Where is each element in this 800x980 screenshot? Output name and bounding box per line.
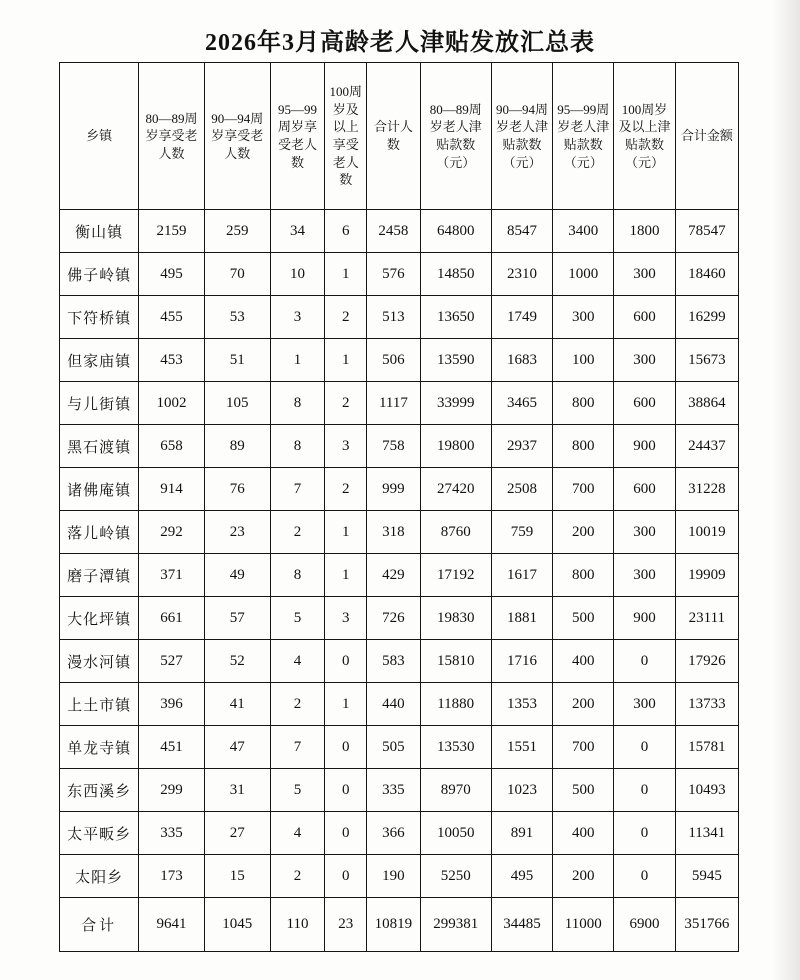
value-cell: 0 bbox=[325, 812, 367, 855]
value-cell: 1881 bbox=[491, 597, 552, 640]
value-cell: 15673 bbox=[675, 339, 738, 382]
value-cell: 8547 bbox=[491, 210, 552, 253]
table-row bbox=[60, 812, 739, 855]
value-cell: 31 bbox=[204, 769, 270, 812]
column-header: 90—94周岁老人津贴款数（元） bbox=[491, 63, 552, 210]
value-cell: 2458 bbox=[367, 210, 420, 253]
value-cell: 800 bbox=[553, 425, 614, 468]
value-cell: 1551 bbox=[491, 726, 552, 769]
value-cell: 89 bbox=[204, 425, 270, 468]
value-cell: 1 bbox=[325, 339, 367, 382]
value-cell: 495 bbox=[139, 253, 204, 296]
value-cell: 5945 bbox=[675, 855, 738, 898]
column-header: 95—99周岁老人津贴款数（元） bbox=[553, 63, 614, 210]
column-header: 合计人数 bbox=[367, 63, 420, 210]
page-title: 2026年3月高龄老人津贴发放汇总表 bbox=[205, 30, 595, 56]
value-cell: 259 bbox=[204, 210, 270, 253]
township-name-cell: 落儿岭镇 bbox=[60, 511, 139, 554]
value-cell: 300 bbox=[614, 339, 675, 382]
value-cell: 495 bbox=[491, 855, 552, 898]
value-cell: 47 bbox=[204, 726, 270, 769]
value-cell: 505 bbox=[367, 726, 420, 769]
value-cell: 800 bbox=[553, 554, 614, 597]
value-cell: 4 bbox=[270, 812, 324, 855]
value-cell: 1749 bbox=[491, 296, 552, 339]
value-cell: 0 bbox=[614, 769, 675, 812]
total-value-cell: 34485 bbox=[491, 898, 552, 952]
value-cell: 1002 bbox=[139, 382, 204, 425]
value-cell: 8 bbox=[270, 425, 324, 468]
value-cell: 23 bbox=[204, 511, 270, 554]
value-cell: 38864 bbox=[675, 382, 738, 425]
value-cell: 34 bbox=[270, 210, 324, 253]
value-cell: 18460 bbox=[675, 253, 738, 296]
value-cell: 53 bbox=[204, 296, 270, 339]
value-cell: 200 bbox=[553, 855, 614, 898]
value-cell: 1117 bbox=[367, 382, 420, 425]
total-row bbox=[60, 898, 739, 952]
value-cell: 13530 bbox=[420, 726, 491, 769]
value-cell: 15781 bbox=[675, 726, 738, 769]
total-value-cell: 6900 bbox=[614, 898, 675, 952]
total-label-cell: 合计 bbox=[60, 898, 139, 952]
township-name-cell: 佛子岭镇 bbox=[60, 253, 139, 296]
value-cell: 8 bbox=[270, 382, 324, 425]
value-cell: 1 bbox=[325, 253, 367, 296]
value-cell: 2 bbox=[270, 511, 324, 554]
value-cell: 0 bbox=[614, 812, 675, 855]
value-cell: 3 bbox=[325, 425, 367, 468]
value-cell: 700 bbox=[553, 468, 614, 511]
value-cell: 1800 bbox=[614, 210, 675, 253]
value-cell: 299 bbox=[139, 769, 204, 812]
value-cell: 2 bbox=[325, 296, 367, 339]
table-row bbox=[60, 597, 739, 640]
township-name-cell: 但家庙镇 bbox=[60, 339, 139, 382]
value-cell: 13590 bbox=[420, 339, 491, 382]
value-cell: 0 bbox=[325, 769, 367, 812]
value-cell: 758 bbox=[367, 425, 420, 468]
header-row bbox=[60, 63, 739, 210]
township-name-cell: 诸佛庵镇 bbox=[60, 468, 139, 511]
value-cell: 14850 bbox=[420, 253, 491, 296]
value-cell: 1617 bbox=[491, 554, 552, 597]
value-cell: 0 bbox=[325, 855, 367, 898]
value-cell: 1353 bbox=[491, 683, 552, 726]
value-cell: 1023 bbox=[491, 769, 552, 812]
value-cell: 576 bbox=[367, 253, 420, 296]
total-value-cell: 11000 bbox=[553, 898, 614, 952]
township-name-cell: 衡山镇 bbox=[60, 210, 139, 253]
value-cell: 3465 bbox=[491, 382, 552, 425]
table-row bbox=[60, 468, 739, 511]
value-cell: 800 bbox=[553, 382, 614, 425]
value-cell: 0 bbox=[614, 855, 675, 898]
value-cell: 2 bbox=[270, 855, 324, 898]
value-cell: 914 bbox=[139, 468, 204, 511]
value-cell: 2508 bbox=[491, 468, 552, 511]
value-cell: 300 bbox=[614, 683, 675, 726]
township-name-cell: 太平畈乡 bbox=[60, 812, 139, 855]
value-cell: 57 bbox=[204, 597, 270, 640]
value-cell: 900 bbox=[614, 425, 675, 468]
value-cell: 600 bbox=[614, 382, 675, 425]
value-cell: 8 bbox=[270, 554, 324, 597]
value-cell: 335 bbox=[367, 769, 420, 812]
value-cell: 300 bbox=[614, 511, 675, 554]
value-cell: 3400 bbox=[553, 210, 614, 253]
table-header bbox=[60, 63, 739, 210]
column-header: 100周岁及以上津贴款数（元） bbox=[614, 63, 675, 210]
value-cell: 2310 bbox=[491, 253, 552, 296]
township-name-cell: 与儿街镇 bbox=[60, 382, 139, 425]
value-cell: 200 bbox=[553, 683, 614, 726]
value-cell: 51 bbox=[204, 339, 270, 382]
township-name-cell: 磨子潭镇 bbox=[60, 554, 139, 597]
value-cell: 64800 bbox=[420, 210, 491, 253]
value-cell: 190 bbox=[367, 855, 420, 898]
value-cell: 27 bbox=[204, 812, 270, 855]
value-cell: 23111 bbox=[675, 597, 738, 640]
table-row bbox=[60, 855, 739, 898]
value-cell: 500 bbox=[553, 769, 614, 812]
column-header: 合计金额 bbox=[675, 63, 738, 210]
value-cell: 76 bbox=[204, 468, 270, 511]
value-cell: 13650 bbox=[420, 296, 491, 339]
value-cell: 2937 bbox=[491, 425, 552, 468]
subsidy-summary-table bbox=[59, 62, 739, 952]
value-cell: 41 bbox=[204, 683, 270, 726]
value-cell: 371 bbox=[139, 554, 204, 597]
value-cell: 19830 bbox=[420, 597, 491, 640]
value-cell: 0 bbox=[614, 726, 675, 769]
value-cell: 658 bbox=[139, 425, 204, 468]
value-cell: 999 bbox=[367, 468, 420, 511]
value-cell: 10019 bbox=[675, 511, 738, 554]
value-cell: 13733 bbox=[675, 683, 738, 726]
township-name-cell: 漫水河镇 bbox=[60, 640, 139, 683]
value-cell: 335 bbox=[139, 812, 204, 855]
table-row bbox=[60, 640, 739, 683]
table-row bbox=[60, 339, 739, 382]
value-cell: 100 bbox=[553, 339, 614, 382]
value-cell: 10 bbox=[270, 253, 324, 296]
column-header: 90—94周岁享受老人数 bbox=[204, 63, 270, 210]
table-footer bbox=[60, 898, 739, 952]
value-cell: 27420 bbox=[420, 468, 491, 511]
value-cell: 700 bbox=[553, 726, 614, 769]
value-cell: 7 bbox=[270, 726, 324, 769]
value-cell: 300 bbox=[553, 296, 614, 339]
township-name-cell: 下符桥镇 bbox=[60, 296, 139, 339]
value-cell: 600 bbox=[614, 468, 675, 511]
value-cell: 453 bbox=[139, 339, 204, 382]
value-cell: 17926 bbox=[675, 640, 738, 683]
column-header: 100周岁及以上享受老人数 bbox=[325, 63, 367, 210]
value-cell: 400 bbox=[553, 640, 614, 683]
column-header: 80—89周岁享受老人数 bbox=[139, 63, 204, 210]
value-cell: 4 bbox=[270, 640, 324, 683]
value-cell: 1 bbox=[325, 554, 367, 597]
value-cell: 759 bbox=[491, 511, 552, 554]
value-cell: 400 bbox=[553, 812, 614, 855]
value-cell: 440 bbox=[367, 683, 420, 726]
value-cell: 726 bbox=[367, 597, 420, 640]
value-cell: 19909 bbox=[675, 554, 738, 597]
value-cell: 52 bbox=[204, 640, 270, 683]
value-cell: 900 bbox=[614, 597, 675, 640]
value-cell: 455 bbox=[139, 296, 204, 339]
township-name-cell: 黑石渡镇 bbox=[60, 425, 139, 468]
value-cell: 10050 bbox=[420, 812, 491, 855]
value-cell: 2 bbox=[325, 382, 367, 425]
value-cell: 8970 bbox=[420, 769, 491, 812]
value-cell: 49 bbox=[204, 554, 270, 597]
column-header: 乡镇 bbox=[60, 63, 139, 210]
total-value-cell: 351766 bbox=[675, 898, 738, 952]
table-row bbox=[60, 253, 739, 296]
value-cell: 366 bbox=[367, 812, 420, 855]
table-row bbox=[60, 296, 739, 339]
value-cell: 3 bbox=[325, 597, 367, 640]
column-header: 95—99周岁享受老人数 bbox=[270, 63, 324, 210]
value-cell: 1 bbox=[325, 511, 367, 554]
township-name-cell: 东西溪乡 bbox=[60, 769, 139, 812]
table-row bbox=[60, 683, 739, 726]
total-value-cell: 23 bbox=[325, 898, 367, 952]
value-cell: 7 bbox=[270, 468, 324, 511]
township-name-cell: 大化坪镇 bbox=[60, 597, 139, 640]
total-value-cell: 110 bbox=[270, 898, 324, 952]
value-cell: 318 bbox=[367, 511, 420, 554]
value-cell: 200 bbox=[553, 511, 614, 554]
value-cell: 105 bbox=[204, 382, 270, 425]
value-cell: 70 bbox=[204, 253, 270, 296]
value-cell: 5 bbox=[270, 769, 324, 812]
value-cell: 15810 bbox=[420, 640, 491, 683]
value-cell: 396 bbox=[139, 683, 204, 726]
value-cell: 1716 bbox=[491, 640, 552, 683]
value-cell: 292 bbox=[139, 511, 204, 554]
value-cell: 2159 bbox=[139, 210, 204, 253]
table-row bbox=[60, 554, 739, 597]
value-cell: 11880 bbox=[420, 683, 491, 726]
value-cell: 451 bbox=[139, 726, 204, 769]
value-cell: 429 bbox=[367, 554, 420, 597]
value-cell: 0 bbox=[325, 726, 367, 769]
table-body bbox=[60, 210, 739, 898]
value-cell: 10493 bbox=[675, 769, 738, 812]
township-name-cell: 太阳乡 bbox=[60, 855, 139, 898]
value-cell: 3 bbox=[270, 296, 324, 339]
table-row bbox=[60, 382, 739, 425]
township-name-cell: 上土市镇 bbox=[60, 683, 139, 726]
value-cell: 0 bbox=[614, 640, 675, 683]
value-cell: 1683 bbox=[491, 339, 552, 382]
table-row bbox=[60, 511, 739, 554]
township-name-cell: 单龙寺镇 bbox=[60, 726, 139, 769]
table-row bbox=[60, 425, 739, 468]
value-cell: 11341 bbox=[675, 812, 738, 855]
value-cell: 661 bbox=[139, 597, 204, 640]
value-cell: 891 bbox=[491, 812, 552, 855]
value-cell: 527 bbox=[139, 640, 204, 683]
value-cell: 6 bbox=[325, 210, 367, 253]
value-cell: 5250 bbox=[420, 855, 491, 898]
table-row bbox=[60, 210, 739, 253]
table-row bbox=[60, 769, 739, 812]
value-cell: 583 bbox=[367, 640, 420, 683]
value-cell: 19800 bbox=[420, 425, 491, 468]
value-cell: 2 bbox=[270, 683, 324, 726]
value-cell: 17192 bbox=[420, 554, 491, 597]
value-cell: 31228 bbox=[675, 468, 738, 511]
value-cell: 0 bbox=[325, 640, 367, 683]
value-cell: 1000 bbox=[553, 253, 614, 296]
total-value-cell: 9641 bbox=[139, 898, 204, 952]
table-row bbox=[60, 726, 739, 769]
value-cell: 600 bbox=[614, 296, 675, 339]
total-value-cell: 10819 bbox=[367, 898, 420, 952]
value-cell: 173 bbox=[139, 855, 204, 898]
value-cell: 513 bbox=[367, 296, 420, 339]
total-value-cell: 1045 bbox=[204, 898, 270, 952]
value-cell: 5 bbox=[270, 597, 324, 640]
value-cell: 500 bbox=[553, 597, 614, 640]
value-cell: 2 bbox=[325, 468, 367, 511]
value-cell: 78547 bbox=[675, 210, 738, 253]
total-value-cell: 299381 bbox=[420, 898, 491, 952]
value-cell: 1 bbox=[270, 339, 324, 382]
value-cell: 1 bbox=[325, 683, 367, 726]
value-cell: 24437 bbox=[675, 425, 738, 468]
value-cell: 8760 bbox=[420, 511, 491, 554]
value-cell: 506 bbox=[367, 339, 420, 382]
value-cell: 15 bbox=[204, 855, 270, 898]
value-cell: 16299 bbox=[675, 296, 738, 339]
column-header: 80—89周岁老人津贴款数（元） bbox=[420, 63, 491, 210]
value-cell: 33999 bbox=[420, 382, 491, 425]
value-cell: 300 bbox=[614, 253, 675, 296]
value-cell: 300 bbox=[614, 554, 675, 597]
